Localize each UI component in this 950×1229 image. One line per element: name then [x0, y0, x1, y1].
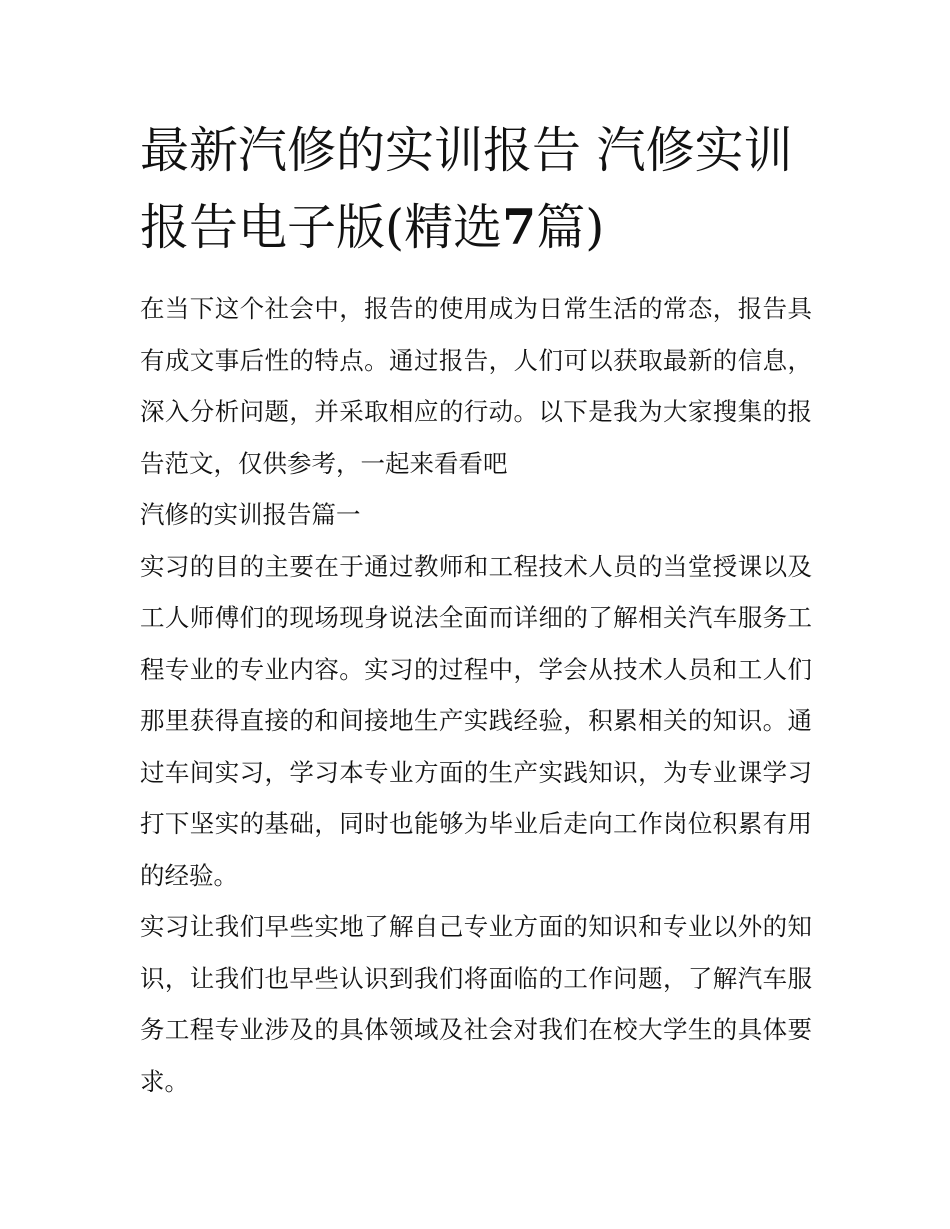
body-paragraph-2: 实习让我们早些实地了解自己专业方面的知识和专业以外的知识，让我们也早些认识到我们将面临的工作问题，了解汽车服务工程专业涉及的具体领域及社会对我们在校大学生的具体要求。 — [140, 912, 812, 1096]
body-paragraph-1: 实习的目的主要在于通过教师和工程技术人员的当堂授课以及工人师傅们的现场现身说法全面而详细的了解相关汽车服务工程专业的专业内容。实习的过程中，学会从技术人员和工人们那里获得直接的和间接地生产实践经验，积累相关的知识。通过车间实习，学习本专业方面的生产实践知识，为专业课学习打下坚实的基础，同时也能够为毕业后走向工作岗位积累有用的经验。 — [140, 551, 812, 890]
title-text-part2: 篇) — [536, 199, 605, 256]
document-body — [140, 112, 812, 1107]
title-text-part1: 最新汽修的实训报告 汽修实训报告电子版(精选 — [140, 122, 793, 256]
section-heading: 汽修的实训报告篇一 — [140, 500, 361, 529]
intro-paragraph: 在当下这个社会中，报告的使用成为日常生活的常态，报告具有成文事后性的特点。通过报告，人们可以获取最新的信息，深入分析问题，并采取相应的行动。以下是我为大家搜集的报告范文，仅供参考，一起来看看吧 — [140, 294, 812, 478]
document-title — [140, 112, 812, 266]
title-number: 7 — [502, 198, 537, 256]
